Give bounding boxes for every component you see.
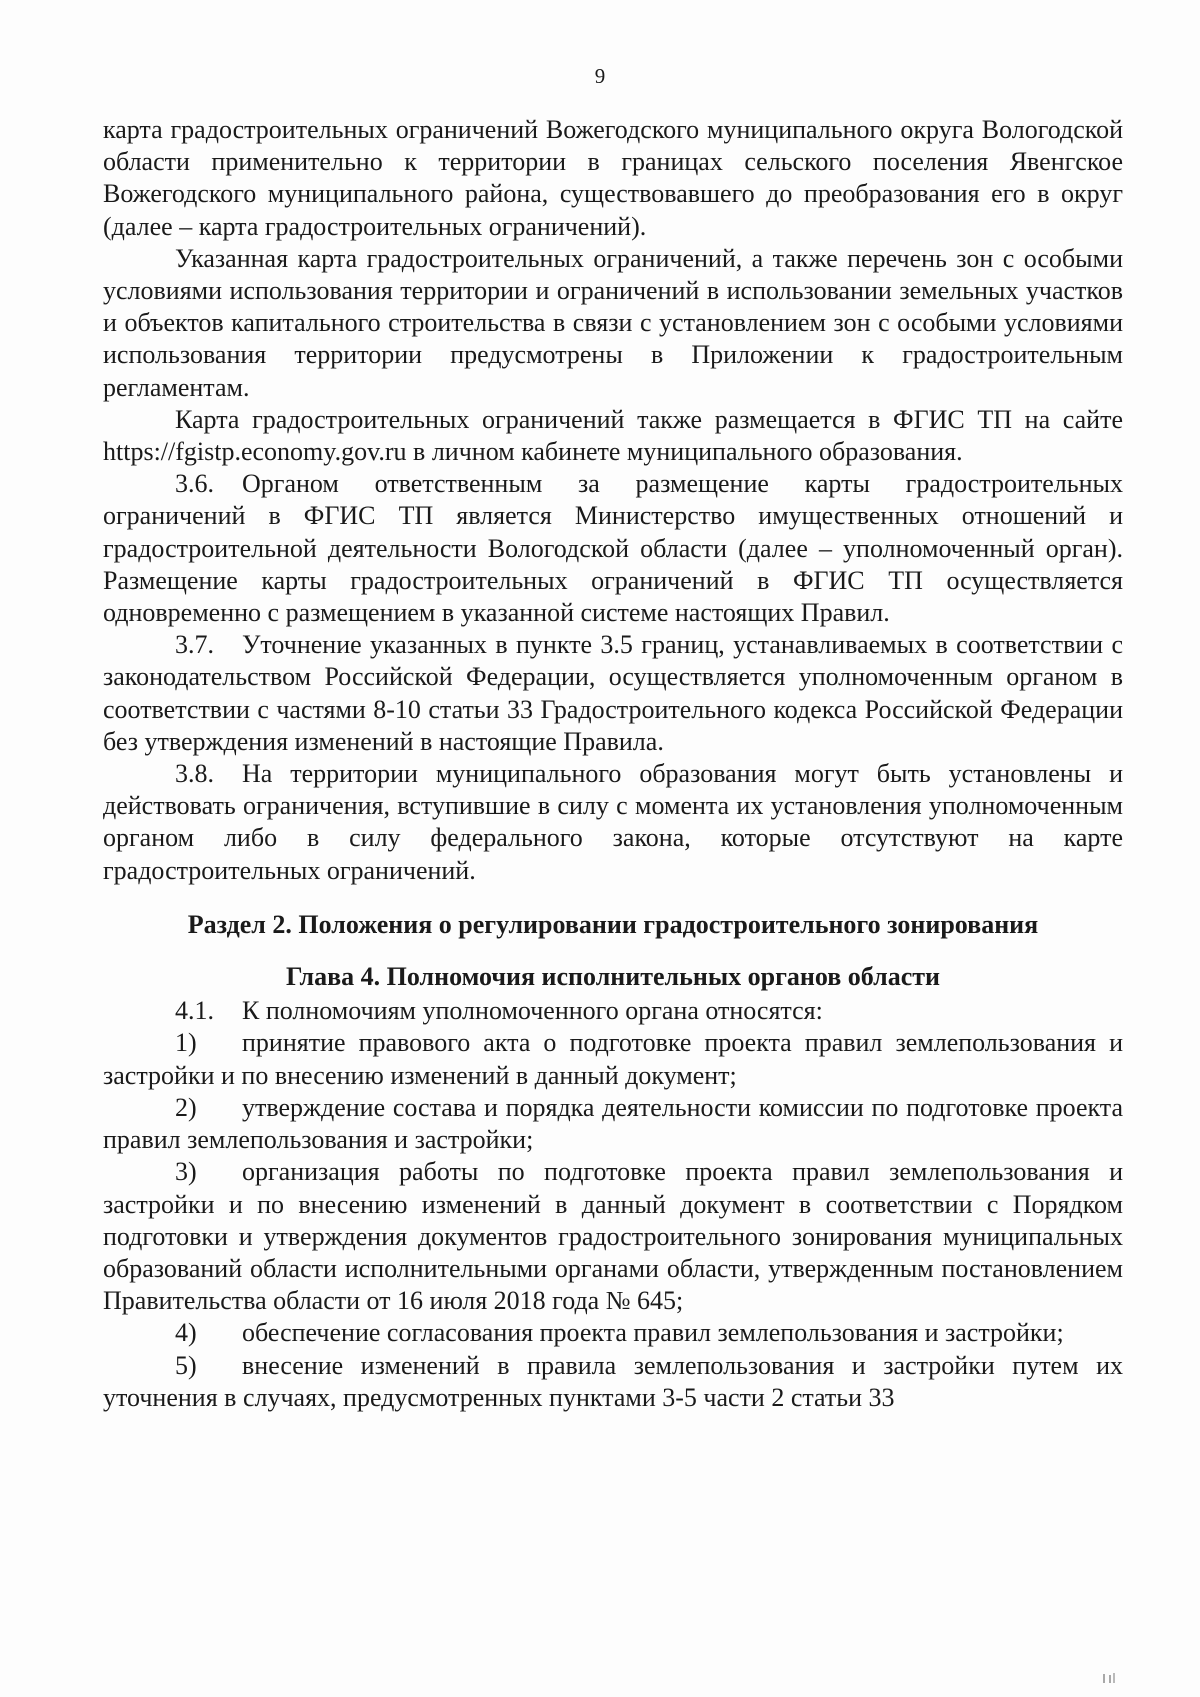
clause-text: На территории муниципального образования могут быть установлены и действовать ограничения, вступившие в силу с момента их установления уполномоченным органом либо в силу федерального закона, которые отсутствуют на карте градостроительных ограничений.: [103, 759, 1123, 885]
powers-list: [103, 1027, 1123, 1413]
clause-3-7: [103, 629, 1123, 758]
list-item-number: 1): [175, 1028, 197, 1058]
clause-4-1: [103, 995, 1123, 1027]
list-item-text: утверждение состава и порядка деятельности комиссии по подготовке проекта правил землепользования и застройки;: [103, 1092, 1123, 1155]
paragraph-map-definition: карта градостроительных ограничений Вожегодского муниципального округа Вологодской области применительно к территории в границах сельского поселения Явенгское Вожегодского муниципального района, существовавшего до преобразования его в округ (далее – карта градостроительных ограничений).: [103, 115, 1123, 241]
list-item: [103, 1317, 1123, 1349]
clause-number: 3.6.: [175, 469, 214, 499]
list-item-text: организация работы по подготовке проекта правил землепользования и застройки и по внесению изменений в данный документ в соответствии с Порядком подготовки и утверждения документов градостроительного зонирования муниципальных образований области исполнительными органами области, утвержденным постановлением Правительства области от 16 июля 2018 года № 645;: [103, 1157, 1123, 1316]
clause-number: 4.1.: [175, 996, 214, 1026]
list-item: [103, 1027, 1123, 1091]
list-item: [103, 1350, 1123, 1414]
clause-3-8: [103, 758, 1123, 887]
list-item-number: 5): [175, 1350, 197, 1380]
list-item: [103, 1156, 1123, 1317]
list-item-text: принятие правового акта о подготовке проекта правил землепользования и застройки и по внесению изменений в данный документ;: [103, 1028, 1123, 1090]
page-number: 9: [594, 64, 606, 88]
list-item-text: внесение изменений в правила землепользования и застройки путем их уточнения в случаях, предусмотренных пунктами 3-5 части 2 статьи 33: [103, 1350, 1123, 1412]
scan-mark: [1100, 1672, 1122, 1684]
list-item: [103, 1092, 1123, 1156]
clause-number: 3.8.: [175, 759, 214, 789]
list-item-text: обеспечение согласования проекта правил землепользования и застройки;: [242, 1318, 1064, 1348]
document-body: [103, 114, 1123, 1414]
clause-text: К полномочиям уполномоченного органа относятся:: [242, 996, 823, 1026]
list-item-number: 2): [175, 1092, 197, 1122]
clause-text: Уточнение указанных в пункте 3.5 границ, устанавливаемых в соответствии с законодательством Российской Федерации, осуществляется уполномоченным органом в соответствии с частями 8-10 статьи 33 Градостроительного кодекса Российской Федерации без утверждения изменений в настоящие Правила.: [103, 630, 1123, 756]
list-item-number: 3): [175, 1157, 197, 1187]
list-item-number: 4): [175, 1318, 197, 1348]
section-heading: Раздел 2. Положения о регулировании градостроительного зонирования: [187, 909, 1039, 939]
chapter-heading: Глава 4. Полномочия исполнительных органов области: [285, 962, 941, 992]
clause-text: Органом ответственным за размещение карты градостроительных ограничений в ФГИС ТП является Министерство имущественных отношений и градостроительной деятельности Вологодской области (далее – уполномоченный орган). Размещение карты градостроительных ограничений в ФГИС ТП осуществляется одновременно с размещением в указанной системе настоящих Правил.: [103, 469, 1123, 628]
clause-number: 3.7.: [175, 630, 214, 660]
clause-3-6: [103, 468, 1123, 629]
paragraph-map-fgis: Карта градостроительных ограничений также размещается в ФГИС ТП на сайте https://fgistp.economy.gov.ru в личном кабинете муниципального образования.: [103, 404, 1123, 467]
paragraph-map-appendix: Указанная карта градостроительных ограничений, а также перечень зон с особыми условиями использования территории и ограничений в использовании земельных участков и объектов капитального строительства в связи с установлением зон с особыми условиями использования территории предусмотрены в Приложении к градостроительным регламентам.: [103, 243, 1123, 402]
